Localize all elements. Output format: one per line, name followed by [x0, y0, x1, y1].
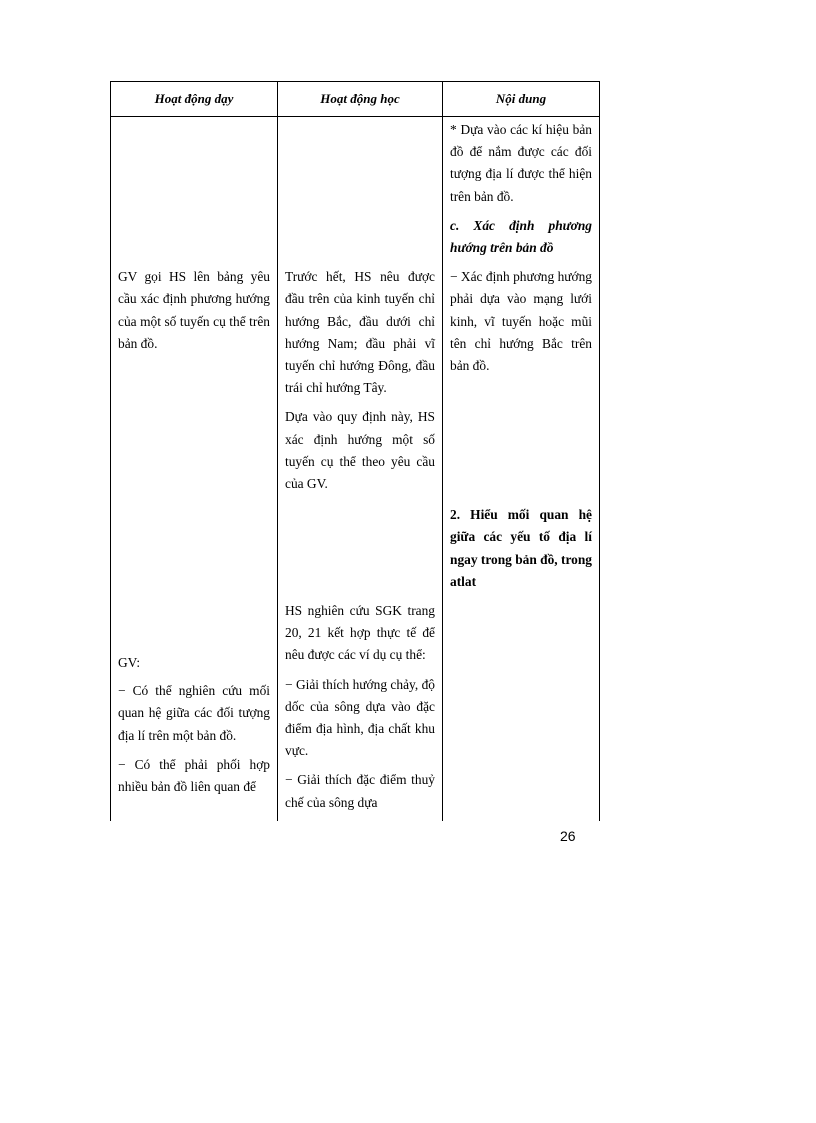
content-paragraph: − Xác định phương hướng phải dựa vào mạng lưới kinh, vĩ tuyến hoặc mũi tên chỉ hướng Bắc trên bản đồ. [450, 269, 592, 374]
section-heading-2: 2. Hiểu mối quan hệ giữa các yếu tố địa lí ngay trong bản đồ, trong atlat [450, 507, 593, 589]
cell-learning [278, 117, 443, 215]
cell-learning [278, 266, 443, 502]
table-row [111, 117, 600, 215]
table-row [111, 266, 600, 502]
cell-teaching [111, 117, 278, 215]
teaching-paragraph: − Có thể phải phối hợp nhiều bản đồ liên quan để [118, 756, 270, 795]
teaching-label: GV: [118, 655, 141, 671]
cell-teaching [111, 266, 278, 502]
header-learning-activity: Hoạt động học [278, 82, 443, 117]
learning-paragraph: Trước hết, HS nêu được đầu trên của kinh tuyến chỉ hướng Bắc, đầu dưới chỉ hướng Nam; đầu phải vĩ tuyến chỉ hướng Đông, đầu trái chỉ hướng Tây. [285, 269, 435, 396]
learning-paragraph: Dựa vào quy định này, HS xác định hướng một số tuyến cụ thể theo yêu cầu của GV. [285, 409, 435, 492]
cell-teaching [111, 502, 278, 600]
learning-paragraph: − Giải thích đặc điểm thuỷ chế của sông dựa [285, 772, 435, 810]
cell-content [443, 266, 600, 502]
table-viewport [110, 81, 600, 810]
cell-learning [278, 215, 443, 266]
content-paragraph: * Dựa vào các kí hiệu bản đồ để nắm được các đối tượng địa lí được thể hiện trên bản đồ. [450, 122, 592, 204]
section-heading-c: c. Xác định phương hướng trên bản đồ [450, 217, 592, 256]
lesson-table [110, 81, 600, 821]
teaching-paragraph: GV gọi HS lên bảng yêu cầu xác định phương hướng của một số tuyến cụ thể trên bản đồ. [118, 269, 270, 351]
page-number: 26 [560, 828, 576, 844]
learning-paragraph: − Giải thích hướng chảy, độ dốc của sông dựa vào đặc điểm địa hình, địa chất khu vực. [285, 676, 435, 759]
cell-teaching [111, 600, 278, 821]
cell-content [443, 502, 600, 600]
header-content: Nội dung [443, 82, 600, 117]
table-row [111, 600, 600, 821]
table-header-row [111, 82, 600, 117]
table-row [111, 502, 600, 600]
header-teaching-activity: Hoạt động dạy [111, 82, 278, 117]
cell-learning [278, 502, 443, 600]
cell-content [443, 117, 600, 215]
cell-teaching [111, 215, 278, 266]
learning-paragraph: HS nghiên cứu SGK trang 20, 21 kết hợp thực tế để nêu được các ví dụ cụ thể: [285, 603, 435, 663]
cell-learning [278, 600, 443, 821]
table-row [111, 215, 600, 266]
cell-content [443, 600, 600, 821]
cell-content [443, 215, 600, 266]
teaching-paragraph: − Có thể nghiên cứu mối quan hệ giữa các đối tượng địa lí trên một bản đồ. [118, 683, 270, 743]
